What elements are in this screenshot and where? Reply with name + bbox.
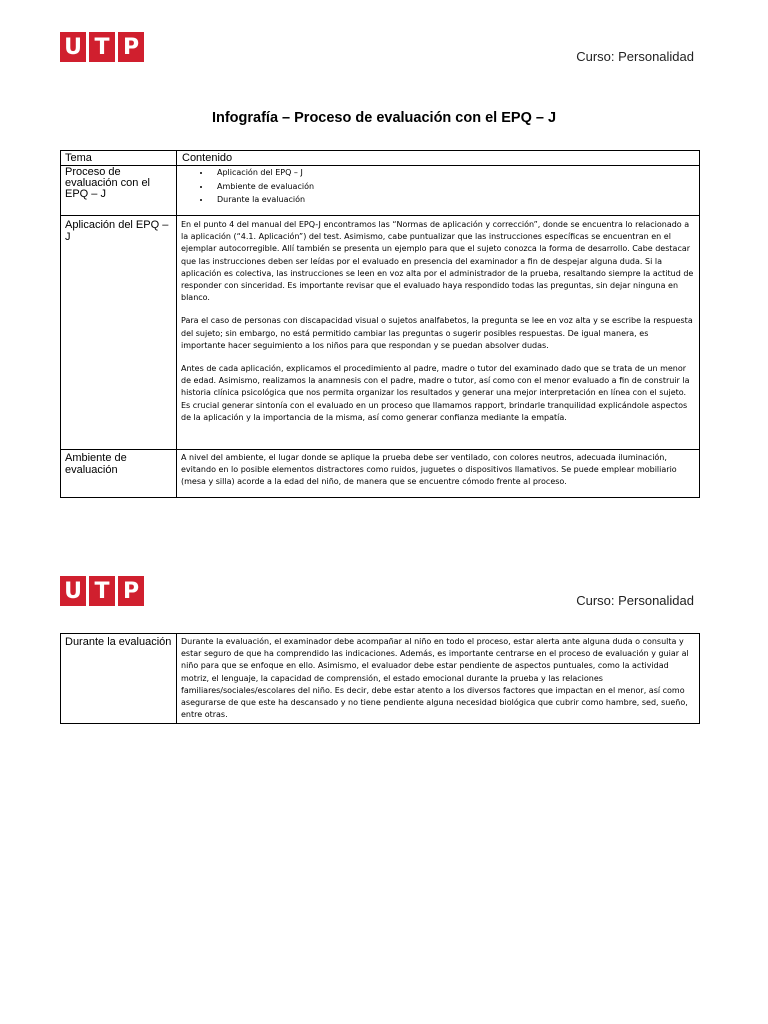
header-contenido: Contenido: [177, 151, 700, 166]
infographic-table-continued: [60, 633, 700, 724]
row-contenido: Durante la evaluación, el examinador debe acompañar al niño en todo el proceso, estar alerta ante alguna duda o consulta y estar seguro de que ha comprendido las indicaciones. Además, es importante centrarse en el proceso de evaluación y guiar al niño para que se enfoque en ello. Asimismo, el evaluador debe estar pendiente de aspectos puntuales, como la actividad motriz, el lenguaje, la capacidad de comprensión, el estado emocional durante la prueba y las relaciones familiares/sociales/escolares del niño. Es decir, debe estar atento a los diversos factores que impactan en el menor, así como asegurarse de que este ha descansado y no tiene pendiente alguna necesidad biológica que cubrir como hambre, sed, sueño, entre otras.: [177, 634, 700, 724]
logo-letter-u: U: [60, 576, 86, 606]
row-tema: Durante la evaluación: [61, 634, 177, 724]
table-row: [61, 450, 700, 498]
list-item: • Ambiente de evaluación: [211, 180, 695, 194]
row-contenido: A nivel del ambiente, el lugar donde se aplique la prueba debe ser ventilado, con colores neutros, adecuada iluminación, evitando en lo posible elementos distractores como ruidos, juguetes o dispositivos llamativos. Se puede emplear mobiliario (mesa y silla) acorde a la edad del niño, de manera que se encuentre cómodo frente al proceso.: [177, 450, 700, 498]
utp-logo: [60, 576, 144, 606]
document-title: Infografía – Proceso de evaluación con el EPQ – J: [211, 110, 557, 126]
table-row: [61, 634, 700, 724]
header-tema: Tema: [61, 151, 177, 166]
paragraph: En el punto 4 del manual del EPQ-J encontramos las “Normas de aplicación y corrección”, donde se encuentra lo relacionado a la aplicación (“4.1. Aplicación”) del test. Asimismo, cabe puntualizar que las instrucciones específicas se encuentran en el ejemplar autocorregible. Allí también se presenta un ejemplo para que el sujeto conozca la forma de desarrollo. Cabe destacar que las instrucciones deben ser leídas por el evaluado en presencia del examinador a fin de despejar alguna duda. Si la aplicación es colectiva, las instrucciones se leen en voz alta por el administrador de la prueba, resaltando siempre la actitud de responder con sinceridad. Es importante revisar que el evaluado haya respondido todas las preguntas, sin dejar ninguna en blanco.: [181, 220, 694, 303]
row-tema: Ambiente de evaluación: [61, 450, 177, 498]
logo-letter-t: T: [89, 576, 115, 606]
logo-letter-p: P: [118, 32, 144, 62]
utp-logo: [60, 32, 144, 62]
topics-list: [181, 166, 695, 207]
table-header-row: [61, 151, 700, 166]
row-tema: Aplicación del EPQ – J: [61, 216, 177, 450]
paragraph: Antes de cada aplicación, explicamos el procedimiento al padre, madre o tutor del examinado dado que se trata de un menor de edad. Asimismo, realizamos la anamnesis con el padre, madre o tutor, así como con el menor evaluado a fin de construir la historia clínica psicológica que nos permita organizar los resultados y generar una mejor interpretación en línea con el sujeto. Es crucial generar sintonía con el evaluado en un proceso que llamamos rapport, brindarle tranquilidad explicándole aspectos de la aplicación y la importancia de la misma, así como generar confianza mediante la empatía.: [181, 364, 690, 422]
row-contenido: [177, 166, 700, 216]
table-row: [61, 216, 700, 450]
logo-letter-u: U: [60, 32, 86, 62]
row-tema: Proceso de evaluación con el EPQ – J: [61, 166, 177, 216]
logo-letter-p: P: [118, 576, 144, 606]
logo-letter-t: T: [89, 32, 115, 62]
course-label: Curso: Personalidad: [576, 593, 694, 608]
list-item: • Aplicación del EPQ – J: [211, 166, 695, 180]
infographic-table: [60, 150, 700, 498]
list-item: • Durante la evaluación: [211, 193, 695, 207]
row-contenido: [177, 216, 700, 450]
course-label: Curso: Personalidad: [576, 49, 694, 64]
paragraph: Para el caso de personas con discapacidad visual o sujetos analfabetos, la pregunta se lee en voz alta y se escribe la respuesta del sujeto; sin embargo, no está permitido cambiar las preguntas o sugerir posibles respuestas. De igual manera, es importante hacer seguimiento a los niños para que respondan y se puedan absolver dudas.: [181, 316, 693, 350]
table-row: [61, 166, 700, 216]
